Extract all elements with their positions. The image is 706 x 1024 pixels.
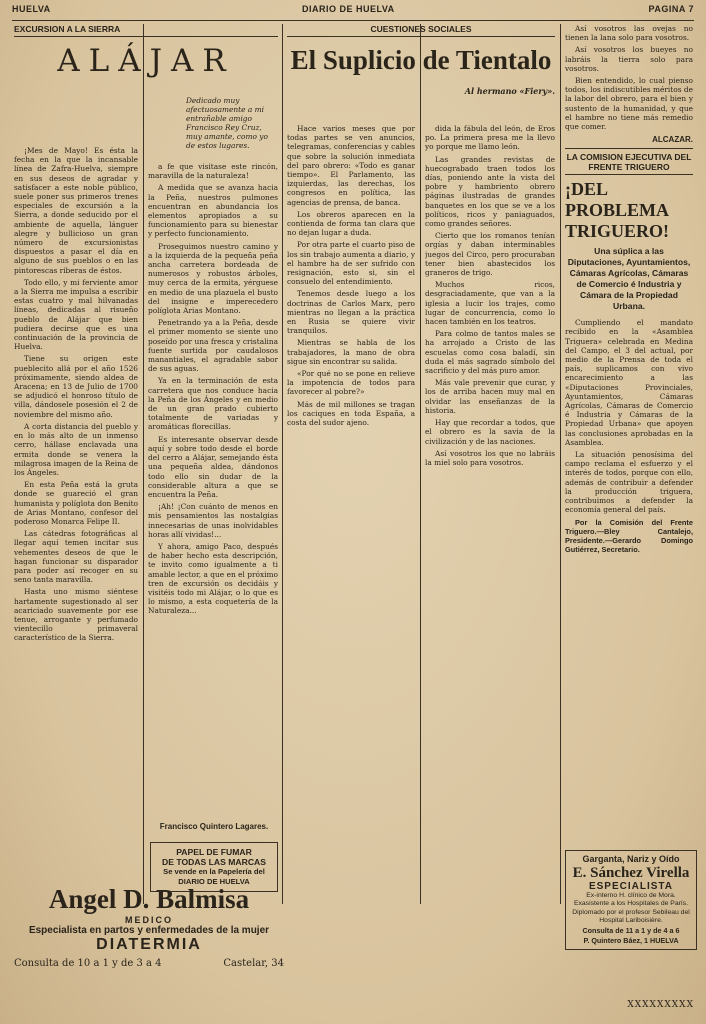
header-page-number: PAGINA 7 xyxy=(648,4,694,14)
col4-paragraph: Más vale prevenir que curar, y los de arriba hacen muy mal en olvidar las enseñanzas de la historia. xyxy=(425,378,555,415)
header-left: HUELVA xyxy=(12,4,51,14)
col2-paragraph: a fe que visitase este rincón, maravilla de la naturaleza! xyxy=(148,162,278,181)
col5-paragraph: Así vosotros las ovejas no tienen la lana solo para vosotros. xyxy=(565,24,693,43)
balmisa-specialty: Especialista en partos y enfermedades de la mujer xyxy=(28,925,270,936)
col5-paragraph: Así vosotros los bueyes no labráis la tierra solo para vosotros. xyxy=(565,45,693,73)
balmisa-technique: DIATERMIA xyxy=(96,936,202,953)
ad-address: P. Quintero Báez, 1 HUELVA xyxy=(583,935,679,945)
frente-signatories: Por la Comisión del Frente Triguero.—Bley Cantalejo, Presidente.—Gerardo Domingo Gutiérrez, Secretario. xyxy=(565,517,693,555)
col2-paragraph: ¡Ah! ¡Con cuánto de menos en mis pensamientos las nostalgias innecesarias de unas inolvidables horas allí vividas!... xyxy=(148,502,278,539)
frente-subhead: Una súplica a las Diputaciones, Ayuntamientos, Cámaras Agrícolas, Cámaras de Comercio é Industria y Cámara de la Propiedad Urbana. xyxy=(567,246,691,312)
col3-paragraph: Más de mil millones se tragan los caciques en toda España, a costa del sudor ajeno. xyxy=(287,399,415,428)
suplicio-title: El Suplicio de Tientalo xyxy=(290,45,552,75)
ad-line: DIARIO DE HUELVA xyxy=(178,877,250,886)
col4-paragraph: Las grandes revistas de huecograbado traen todos los días, poniendo ante la vista del pobre y hambriento obrero páginas ilustradas de grandes banquetes en los que se ve a los políticos, ricos y paniaguados, como grandes señores. xyxy=(425,154,555,229)
col3-paragraph: «Por qué no se pone en relieve la impotencia de todos para favorecer al pobre?» xyxy=(287,369,415,397)
col3-paragraph: Tenemos desde luego a los doctrinas de Carlos Marx, pero mientras no llegan a la práctica en Rusia se quiere vivir tranquilos. xyxy=(287,289,415,336)
alcazar-signature: ALCAZAR. xyxy=(652,135,693,145)
column-2 xyxy=(148,96,278,884)
column-5 xyxy=(565,24,693,844)
col1-paragraph: Todo ello, y mi ferviente amor a la Sierra me impulsa a escribir estas cuatro y mal hilvanadas líneas, dedicadas al risueño pueblo de Alájar que bien pudiera decirse que es una continuación de la provincia de Huelva. xyxy=(14,277,138,352)
col1-paragraph: En esta Peña está la gruta donde se guareció el gran humanista y políglota don Benito de Arias Montano, confesor del poderoso Monarca Felipe II. xyxy=(14,480,138,526)
col5-paragraph: Bien entendido, lo cual pienso todos, los indiscutibles méritos de la labor del obrero, para el bien y sustento de la humanidad, y que el hambre no tiene más remedio que comer. xyxy=(565,76,693,132)
col2-paragraph: A medida que se avanza hacia la Peña, nuestros pulmones encuentran en abundancia los elementos apropiados a su funcionamiento para su bienestar y perfecto funcionamiento. xyxy=(148,183,278,239)
col4-paragraph: Hay que recordar a todos, que el obrero es la savia de la civilización y de las naciones. xyxy=(425,418,555,446)
col4-paragraph: Cierto que los romanos tenían orgías y daban interminables juegos del Circo, pero procuraban tener bien abastecidos los graneros de trigo. xyxy=(425,231,555,278)
col2-signature-block xyxy=(150,818,278,835)
col1-paragraph: Hasta uno mismo siéntese hartamente sugestionado al ser acariciado suavemente por ese tenue, arrogante y perfumado vientecillo primaveral característico de la Sierra. xyxy=(14,587,138,643)
col3-paragraph: Mientras se habla de los trabajadores, la mano de obra sigue sin encontrar su salida. xyxy=(287,338,415,366)
alajar-kicker: EXCURSION A LA SIERRA xyxy=(14,24,278,37)
alajar-dedication: Dedicado muy afectuosamente a mi entrañable amigo Francisco Rey Cruz, muy amante, como yo de estos lugares. xyxy=(186,96,268,150)
ad-line: DE TODAS LAS MARCAS xyxy=(162,857,266,867)
suplicio-dedicatee: Al hermano «Fiery». xyxy=(464,86,555,96)
balmisa-ad xyxy=(14,884,284,969)
col5-paragraph: La situación penosísima del campo reclama el esfuerzo y el interés de todos, porque con ello, además de contribuir a defender la producción triguera, contribuimos a defender la economía general del país. xyxy=(565,450,693,515)
col1-paragraph: Las cátedras fotográficas al llegar aquí temen incitar sus vehementes deseos de que le hagan funcionar su disparador para poder así recoger en su seno tanta maravilla. xyxy=(14,529,138,585)
col1-paragraph: ¡Mes de Mayo! Es ésta la fecha en la que la incansable línea de Zafra-Huelva, siempre en sus deseos de agradar y satisfacer a este noble público, suele poner sus primeros trenes especiales de excursión a la Sierra, a donde seducido por el ambiente de aquella, lánguer alegre y bullicioso un gran número de excursionistas dispuestos a pasar el día en alguno de sus pueblos o en las pintorescas riberas de éstos. xyxy=(14,146,138,275)
ad-role: ESPECIALISTA xyxy=(588,881,674,892)
header-section: DIARIO DE HUELVA xyxy=(302,4,395,14)
frente-headline: ¡DEL PROBLEMA TRIGUERO! xyxy=(565,179,670,242)
alajar-title: ALÁJAR xyxy=(57,43,235,79)
col5-paragraph: Cumpliendo el mandato recibido en la «Asamblea Triguera» celebrada en Medina del Campo, el 3 del actual, por medio de la Prensa de toda el país, suplicamos con vivo encarecimiento a las «Diputaciones Provinciales, Ayuntamientos, Cámaras Agrícolas, Cámaras de Comercio é Industria y Cámaras de la Propiedad Urbana» que apoyen las conclusiones aprobadas en la Asamblea. xyxy=(565,318,693,447)
col4-paragraph: Para colmo de tantos males se ha arrojado a Cristo de las escuelas como cosa baladí, sin duda el más sagrado símbolo del sacrificio y del más puro amor. xyxy=(425,329,555,376)
frente-kicker: LA COMISION EJECUTIVA DEL FRENTE TRIGUERO xyxy=(565,148,693,175)
ad-hours: Consulta de 11 a 1 y de 4 a 6 xyxy=(582,925,680,935)
ad-doctor-name: E. Sánchez Virella xyxy=(572,865,690,881)
balmisa-role: MEDICO xyxy=(125,915,173,925)
col3-paragraph: Los obreros aparecen en la contienda de forma tan clara que no dejan lugar a duda. xyxy=(287,209,415,238)
ad-line: PAPEL DE FUMAR xyxy=(176,847,252,857)
page-footer-ornament: XXXXXXXXX xyxy=(627,1000,694,1010)
col4-paragraph: Muchos ricos, desgraciadamente, que van a la iglesia a lucir los trajes, como lugar de concurrencia, como lo hacen también en los teatros. xyxy=(425,280,555,327)
col2-paragraph: Y ahora, amigo Paco, después de haber hecho esta descripción, te invito como igualmente a ti amable lector, a que en el próximo tren de excursión os decidáis y visitéis todo mi Alájar, o lo que es lo mismo, a esta coquetería de la Naturaleza... xyxy=(148,541,278,616)
col1-paragraph: Tiene su origen este pueblecito allá por el año 1526 próximamente, siendo aldea de Aracena; en 13 de Julio de 1700 se adjudicó el honroso título de villa, dándosele posesión el 2 de noviembre del mismo año. xyxy=(14,354,138,419)
sanchez-virella-ad xyxy=(565,850,697,950)
col2-paragraph: Ya en la terminación de esta carretera que nos conduce hacia la Peña de los Ángeles y en medio de un gran prado cubierto totalmente de variadas y aromáticas florecillas. xyxy=(148,376,278,432)
col2-paragraph: Es interesante observar desde aquí y sobre todo desde el borde del cerro a Alájar, semejando ésta una pequeña aldea, dándonos todo ello sin dudar de la considerable altura a que se encuentra la Peña. xyxy=(148,434,278,499)
column-4 xyxy=(425,124,555,998)
suplicio-header xyxy=(287,24,555,124)
column-1 xyxy=(14,146,138,884)
alajar-header xyxy=(14,24,278,104)
col4-paragraph: dida la fábula del león, de Eros po. La primera presa me la llevo yo porque me llamo león. xyxy=(425,124,555,152)
page-header xyxy=(12,0,694,21)
column-3 xyxy=(287,124,415,998)
ad-specialty: Garganta, Nariz y Oído xyxy=(582,854,680,864)
alajar-signature: Francisco Quintero Lagares. xyxy=(159,822,269,831)
col2-paragraph: Penetrando ya a la Peña, desde el primer momento se siente uno poseído por una fresca y cristalina fuente surtida por caudalosos manantiales, el agradable sabor de sus aguas. xyxy=(148,318,278,374)
balmisa-name: Angel D. Balmisa xyxy=(48,884,250,914)
col3-paragraph: Hace varios meses que por todas partes se ven anuncios, telegramas, conferencias y cables que sobre la solución inmediata del paro obrero: «Todo es ganar tiempo». El Parlamento, las izquierdas, las derechas, los congresos en política, las agencias de prensa, de banca. xyxy=(287,124,415,207)
col3-paragraph: Por otra parte el cuarto piso de los sin trabajo aumenta a diario, y el hambre ha de ser sufrido con resignación, esto si, sin el consuelo del entendimiento. xyxy=(287,240,415,287)
col4-paragraph: Así vosotros los que no labráis la miel solo para vosotros. xyxy=(425,448,555,467)
suplicio-kicker: CUESTIONES SOCIALES xyxy=(287,24,555,37)
balmisa-address: Castelar, 34 xyxy=(223,958,284,969)
ad-line: Se vende en la Papelería del xyxy=(163,867,265,876)
balmisa-hours: Consulta de 10 a 1 y de 3 a 4 xyxy=(14,958,162,969)
ad-body: Ex-interno H. clínico de Mora. Exasistente a los Hospitales de París. Diplomado por el profesor Sebileau del Hospital Lariboisière. xyxy=(572,892,690,925)
col1-paragraph: A corta distancia del pueblo y en lo más alto de un inmenso cerro, hállase enclavada una ermita donde se venera la milagrosa imagen de la Reina de los Ángeles. xyxy=(14,421,138,477)
col2-paragraph: Proseguimos nuestro camino y a la izquierda de la pequeña peña ancha carretera bordeada de numerosos y robustos árboles, muy cerca de la ermita, yérguese en medio de una plazuela el busto del insigne e imperecedero políglota Arias Montano. xyxy=(148,241,278,316)
